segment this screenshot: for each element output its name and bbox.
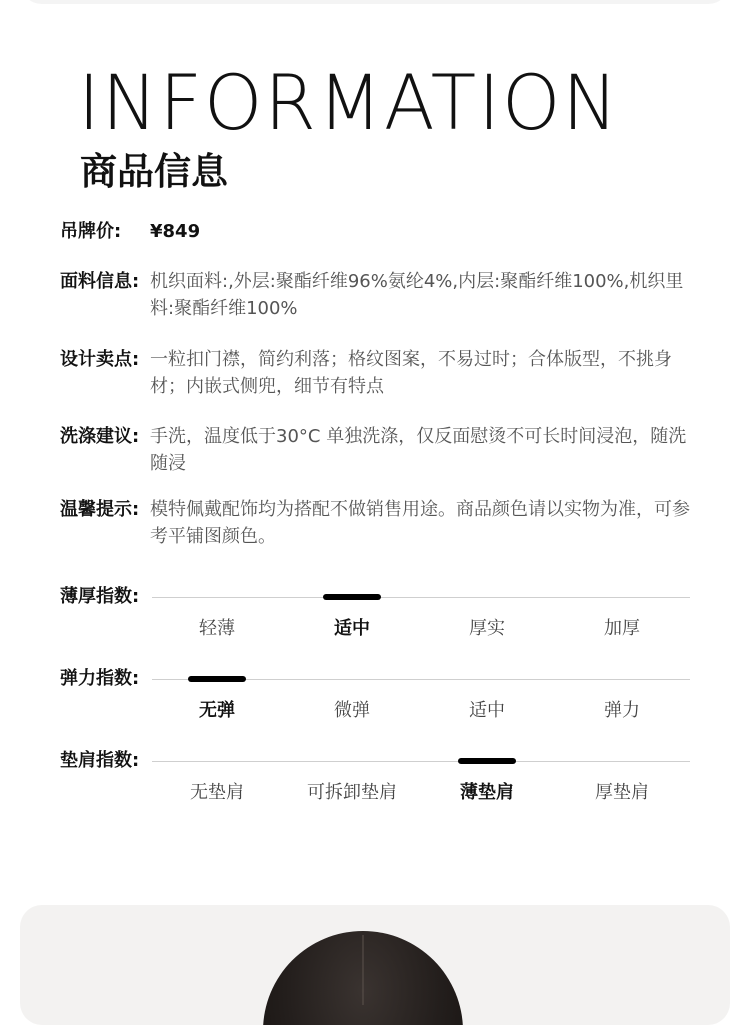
- thickness-option: 厚实: [469, 618, 505, 639]
- model-photo: [20, 905, 730, 1025]
- previous-section-card: [20, 0, 730, 4]
- design-points-row: [60, 346, 700, 400]
- thickness-option: 适中: [334, 618, 370, 639]
- shoulder-pad-option: 厚垫肩: [595, 782, 649, 803]
- kind-reminder-value: 模特佩戴配饰均为搭配不做销售用途。商品颜色请以实物为准，可参考平铺图颜色。: [150, 499, 690, 547]
- thickness-scale-line: [152, 597, 690, 598]
- model-hair-parting: [362, 935, 364, 1005]
- elasticity-option: 适中: [469, 700, 505, 721]
- information-heading: INFORMATION: [78, 58, 620, 147]
- kind-reminder-label: 温馨提示:: [60, 499, 140, 520]
- elasticity-option: 弹力: [604, 700, 640, 721]
- washing-advice-label: 洗涤建议:: [60, 426, 140, 447]
- fabric-info-value: 机织面料:,外层:聚酯纤维96%氨纶4%,内层:聚酯纤维100%,机织里料:聚酯纤维100%: [150, 271, 684, 319]
- price-row: [60, 218, 700, 245]
- thickness-selected-marker: [323, 594, 381, 600]
- product-info-heading: 商品信息: [80, 150, 228, 193]
- price-value: ¥849: [150, 221, 201, 242]
- price-label: 吊牌价:: [60, 221, 122, 242]
- elasticity-option: 无弹: [199, 700, 235, 721]
- shoulder-pad-scale-line: [152, 761, 690, 762]
- kind-reminder-row: [60, 496, 700, 550]
- design-points-value: 一粒扣门襟，简约利落；格纹图案，不易过时；合体版型，不挑身材；内嵌式侧兜，细节有特点: [150, 349, 672, 397]
- shoulder-pad-option: 无垫肩: [190, 782, 244, 803]
- thickness-scale: [60, 585, 690, 645]
- elasticity-selected-marker: [188, 676, 246, 682]
- shoulder-pad-option: 可拆卸垫肩: [307, 782, 397, 803]
- shoulder-pad-selected-marker: [458, 758, 516, 764]
- thickness-option: 轻薄: [199, 618, 235, 639]
- elasticity-option: 微弹: [334, 700, 370, 721]
- shoulder-pad-option: 薄垫肩: [460, 782, 514, 803]
- shoulder-pad-scale-label: 垫肩指数:: [60, 750, 140, 771]
- shoulder-pad-scale: [60, 749, 690, 809]
- washing-advice-value: 手洗，温度低于30°C 单独洗涤，仅反面慰烫不可长时间浸泡，随洗随浸: [150, 426, 687, 474]
- thickness-option: 加厚: [604, 618, 640, 639]
- thickness-scale-label: 薄厚指数:: [60, 586, 140, 607]
- elasticity-scale-label: 弹力指数:: [60, 668, 140, 689]
- fabric-info-row: [60, 268, 700, 322]
- elasticity-scale: [60, 667, 690, 727]
- washing-advice-row: [60, 423, 700, 477]
- fabric-info-label: 面料信息:: [60, 271, 140, 292]
- design-points-label: 设计卖点:: [60, 349, 140, 370]
